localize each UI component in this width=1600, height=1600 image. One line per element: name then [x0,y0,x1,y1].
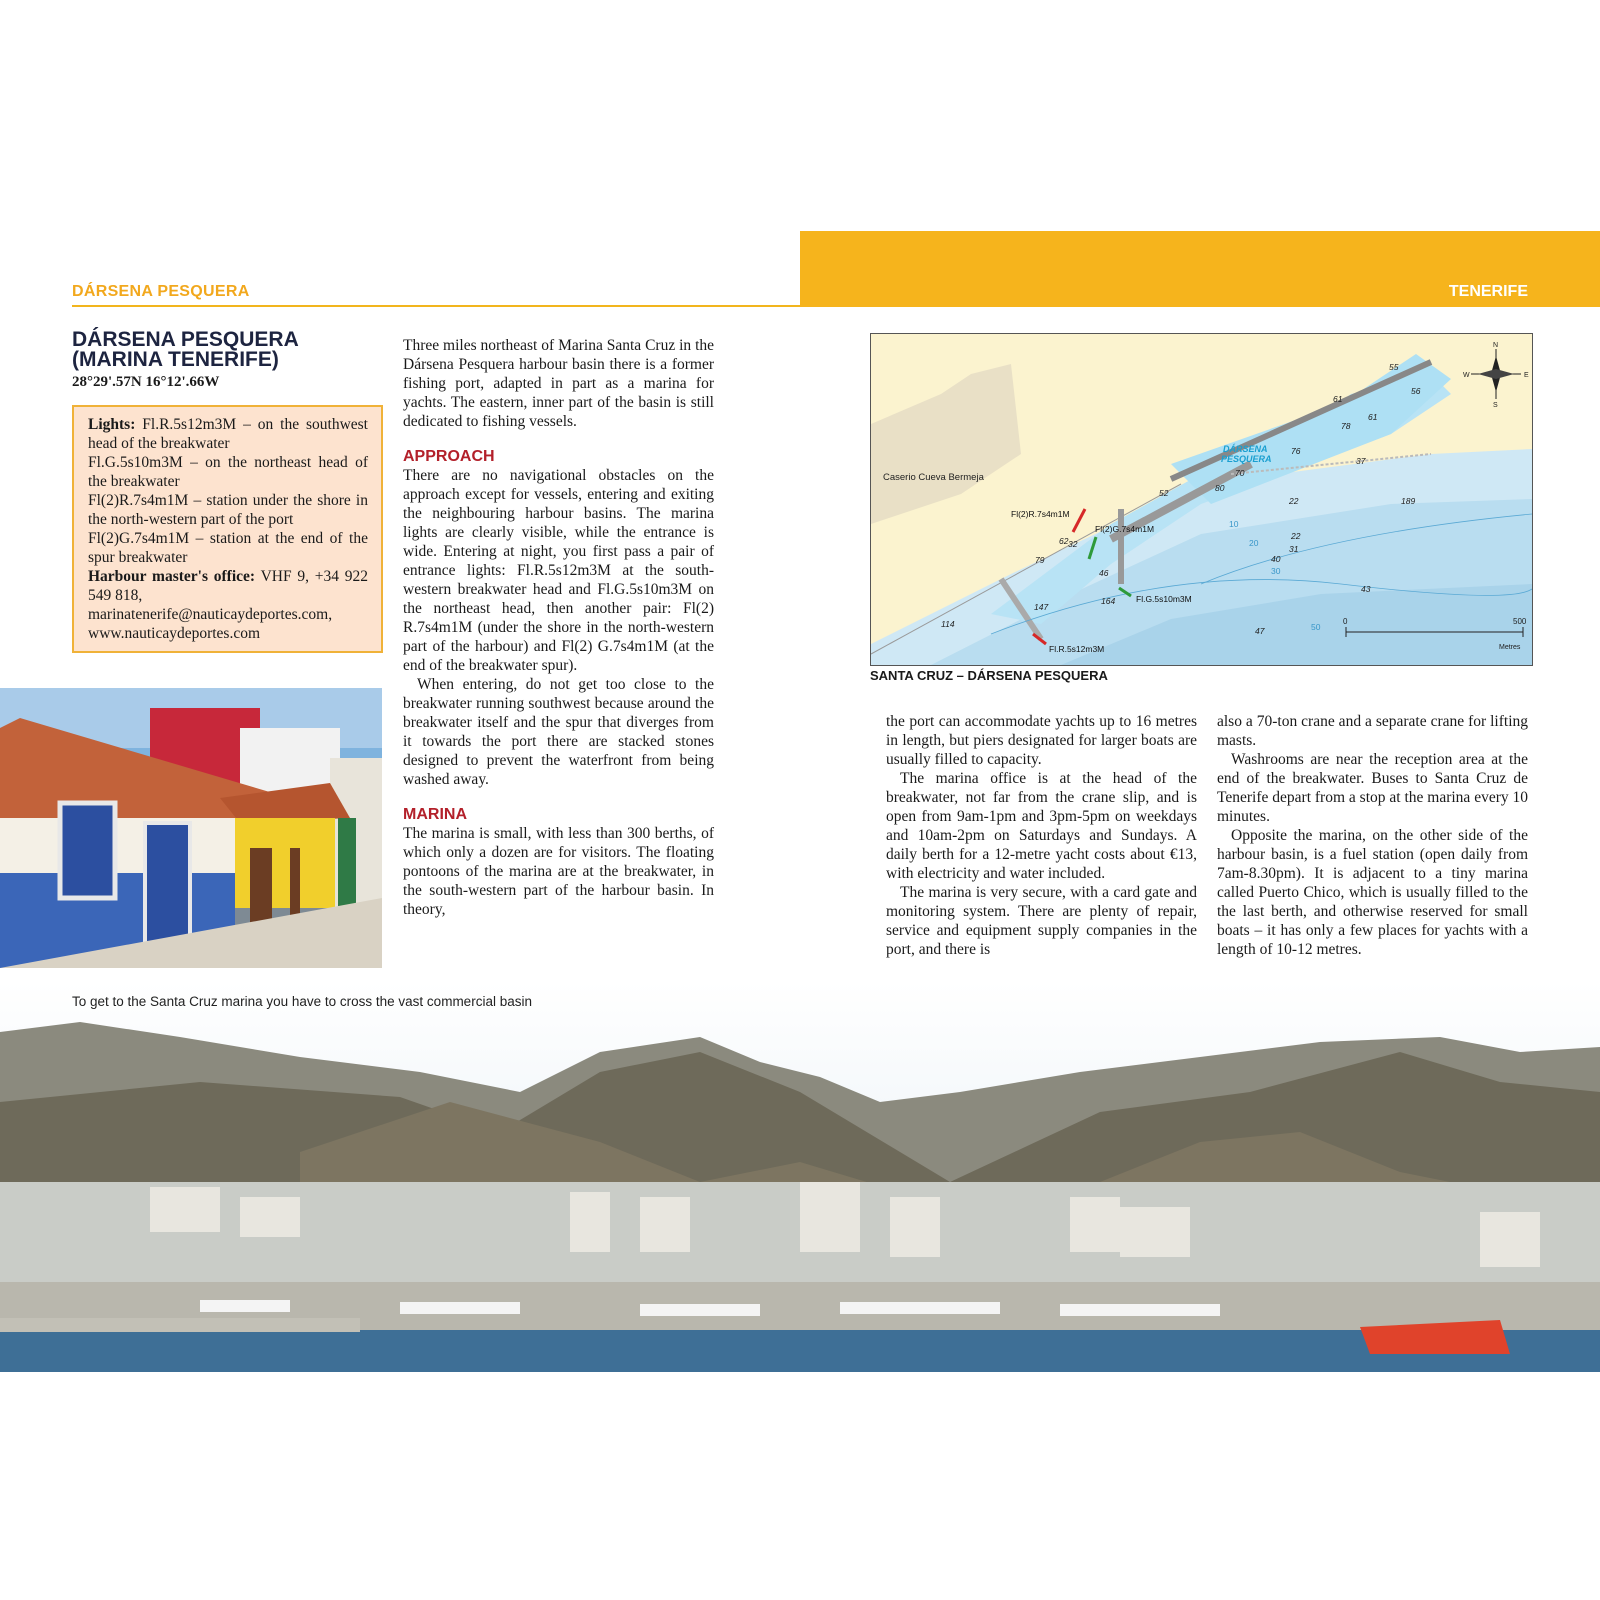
email-link[interactable]: marinatenerife@nauticaydeportes.com, [88,606,333,623]
depth-sounding: 31 [1289,544,1299,554]
depth-sounding: 164 [1101,596,1116,606]
depth-sounding: 37 [1356,456,1366,466]
col3-paragraph-1: the port can accommodate yachts up to 16 metres in length, but piers designated for larger boats are usually filled to capacity. [886,713,1197,768]
light-label-1: Fl(2)R.7s4m1M [1011,509,1070,519]
street-photo-drawing [0,688,382,968]
depth-sounding: 22 [1289,496,1299,506]
depth-sounding: 47 [1255,626,1265,636]
depth-sounding: 61 [1368,412,1378,422]
panorama-drawing [0,982,1600,1372]
depth-sounding: 43 [1361,584,1371,594]
depth-sounding: 55 [1389,362,1399,372]
title-line-2: (MARINA TENERIFE) [72,348,279,371]
text-column-3 [886,712,1197,959]
info-box [72,405,383,653]
approach-heading: APPROACH [403,448,495,465]
intro-paragraph: Three miles northeast of Marina Santa Cruz in the Dársena Pesquera harbour basin there is a former fishing port, adapted in part as a marina for yachts. The eastern, inner part of the basin is still dedicated to fishing vessels. [403,337,714,430]
approach-paragraph-2: When entering, do not get too close to the breakwater running southwest because around the breakwater itself and the spur that diverges from it towards the port there are stacked stones designed to prevent the waterfront from being washed away. [403,676,714,788]
harbour-chart [871,334,1532,665]
office-line [88,567,368,605]
depth-sounding: 32 [1068,539,1078,549]
depth-sounding: 76 [1291,446,1301,456]
depth-sounding: 189 [1401,496,1416,506]
text-column-4 [1217,712,1528,959]
lights-text-1: Fl.R.5s12m3M – on the southwest head of the breakwater [88,416,368,452]
coordinates: 28°29'.57N 16°12'.66W [72,374,220,390]
header-rule [72,305,800,307]
compass-s: S [1493,402,1498,409]
depth-sounding: 56 [1411,386,1421,396]
panorama-caption: To get to the Santa Cruz marina you have to cross the vast commercial basin [72,994,532,1009]
compass-e: E [1524,372,1529,379]
place-label: Caserio Cueva Bermeja [883,472,984,483]
marina-heading: MARINA [403,806,467,823]
depth-sounding: 114 [941,619,955,629]
approach-paragraph-1: There are no navigational obstacles on the approach except for vessels, entering and exiting the neighbouring harbour basins. The marina lights are clearly visible, while the entrance is wide. Entering at night, you first pass a pair of entrance lights: Fl.R.5s12m3M at the south-western breakwater head and Fl.G.5s10m3M on the northeast head, then another pair: Fl(2) R.7s4m1M (under the shore in the north-western part of the harbour) and Fl(2) G.7s4m1M (at the end of the breakwater spur). [403,467,714,674]
col4-paragraph-2: Washrooms are near the reception area at the end of the breakwater. Buses to Santa Cruz de Tenerife depart from a stop at the marina every 10 minutes. [1217,751,1528,825]
depth-sounding: 22 [1291,531,1301,541]
compass-n: N [1493,342,1499,349]
office-text: VHF 9, +34 922 549 818, [88,568,368,604]
depth-sounding: 147 [1034,602,1049,612]
depth-sounding: 46 [1099,568,1109,578]
lights-label: Lights: [88,416,136,433]
col4-paragraph-3: Opposite the marina, on the other side of the harbour basin, is a fuel station (open daily from 7am-8.30pm). It is adjacent to a tiny marina called Puerto Chico, which is usually filled to the the last berth, and otherwise reserved for small boats – it has only a few places for yachts with a length of 10-12 metres. [1217,827,1528,958]
lights-line-2: Fl.G.5s10m3M – on the northeast head of the breakwater [88,454,368,490]
basin-label-2: PESQUERA [1221,454,1272,464]
contour-label: 20 [1249,538,1259,548]
website-link[interactable]: www.nauticaydeportes.com [88,625,261,642]
lights-line-3: Fl(2)R.7s4m1M – station under the shore in the north-western part of the port [88,492,368,528]
depth-sounding: 78 [1341,421,1351,431]
depth-sounding: 80 [1215,483,1225,493]
light-label-2: Fl(2)G.7s4m1M [1095,524,1155,534]
light-label-4: Fl.R.5s12m3M [1049,644,1105,654]
basin-label-1: DÁRSENA [1223,444,1268,454]
depth-sounding: 79 [1035,555,1045,565]
depth-sounding: 61 [1333,394,1343,404]
col4-paragraph-1: also a 70-ton crane and a separate crane for lifting masts. [1217,713,1528,749]
contour-label: 50 [1311,622,1321,632]
light-label-3: Fl.G.5s10m3M [1136,594,1192,604]
running-head-left: DÁRSENA PESQUERA [72,283,250,300]
col3-paragraph-3: The marina is very secure, with a card gate and monitoring system. There are plenty of repair, service and equipment supply companies in the port, and there is [886,884,1197,958]
depth-sounding: 70 [1235,468,1245,478]
compass-w: W [1463,372,1470,379]
lights-line-4: Fl(2)G.7s4m1M – station at the end of the spur breakwater [88,530,368,566]
text-column-2 [403,336,714,919]
harbour-map [870,333,1533,666]
depth-sounding: 52 [1159,488,1169,498]
running-head-right: TENERIFE [1448,283,1528,300]
lights-line-1 [88,415,368,453]
depth-sounding: 62 [1059,536,1069,546]
contour-label: 30 [1271,566,1281,576]
title-line-1: DÁRSENA PESQUERA [72,328,299,351]
scale-end: 500 [1513,617,1527,626]
panorama-photo [0,982,1600,1372]
office-label: Harbour master's office: [88,568,256,585]
contour-label: 10 [1229,519,1239,529]
scale-start: 0 [1343,617,1348,626]
map-caption: SANTA CRUZ – DÁRSENA PESQUERA [870,668,1108,683]
marina-paragraph-1: The marina is small, with less than 300 berths, of which only a dozen are for visitors. The floating pontoons of the marina are at the breakwater, in the south-western part of the harbour basin. In theory, [403,825,714,918]
col3-paragraph-2: The marina office is at the head of the breakwater, not far from the crane slip, and is open from 9am-1pm and 3pm-5pm on weekdays and 10am-2pm on Saturdays and Sundays. A daily berth for a 12-metre yacht costs about €13, with electricity and water included. [886,770,1197,882]
depth-sounding: 40 [1271,554,1281,564]
scale-unit: Metres [1499,644,1521,651]
page-title [72,330,299,370]
street-photo [0,688,382,968]
